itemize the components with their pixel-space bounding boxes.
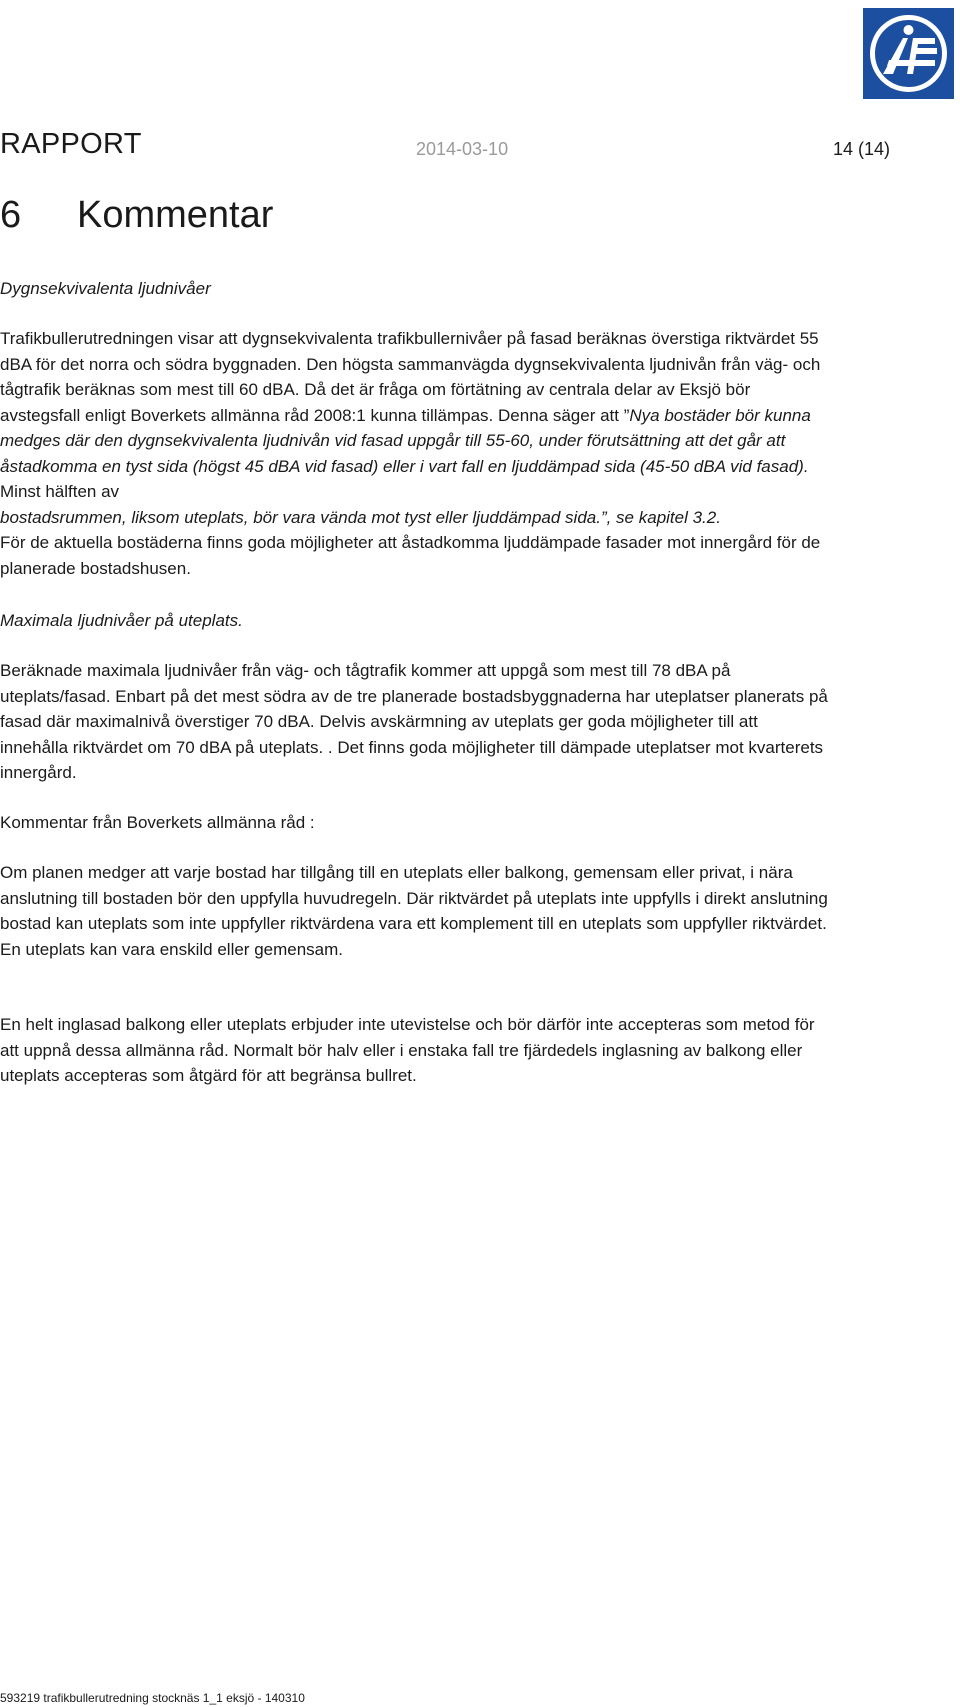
section-title: Kommentar [77,194,274,236]
subheading-kommentar-boverket: Kommentar från Boverkets allmänna råd : [0,813,315,832]
paragraph-uteplats-regel: Om planen medger att varje bostad har tillgång till en uteplats eller balkong, gemensam eller privat, i nära anslutning till bostaden bör den uppfylla huvudregeln. Där riktvärdet på uteplats inte uppfylls i direkt anslutning bostad kan uteplats som inte uppfyller riktvärdena vara ett komplement till en uteplats som uppfyller riktvärdet. En uteplats kan vara enskild eller gemensam. [0,863,828,959]
company-logo [863,8,954,99]
report-date: 2014-03-10 [416,139,509,159]
subheading-maximala: Maximala ljudnivåer på uteplats. [0,611,243,630]
paragraph-1-quote-1: Nya bostäder bör kunna medges där den dygnsekvivalenta ljudnivån vid fasad uppgår till 55-60, under förutsättning att det går att åstadkomma en tyst sida (högst 45 dBA vid fasad) eller i vart fall en ljuddämpad sida (45-50 dBA vid fasad). [0,405,811,476]
section-number: 6 [0,194,22,236]
paragraph-1-part-2: Minst hälften av [0,482,120,501]
report-header [0,128,960,168]
paragraph-inglasad-balkong: En helt inglasad balkong eller uteplats erbjuder inte utevistelse och bör därför inte accepteras som metod för att uppnå dessa allmänna råd. Normalt bör halv eller i enstaka fall tre fjärdedels inglasning av balkong eller uteplats accepteras som åtgärd för att begränsa bullret. [0,1015,815,1085]
subheading-dygnsekvivalenta: Dygnsekvivalenta ljudnivåer [0,279,211,298]
paragraph-1-quote-2: bostadsrummen, liksom uteplats, bör vara vända mot tyst eller ljuddämpad sida.”, se kapitel 3.2. [0,507,721,527]
logo-icon [863,8,954,99]
section-heading [0,194,273,237]
paragraph-1-part-1: Trafikbullerutredningen visar att dygnsekvivalenta trafikbullernivåer på fasad beräknas överstiga riktvärdet 55 dBA för det norra och södra byggnaden. Den högsta sammanvägda dygnsekvivalenta ljudnivån från väg- och tågtrafik beräknas som mest till 60 dBA. Då det är fråga om förtätning av centrala delar av Eksjö bör avstegsfall enligt Boverkets allmänna råd 2008:1 kunna tillämpas. Denna säger att ” [0,329,821,425]
paragraph-maximala: Beräknade maximala ljudnivåer från väg- och tågtrafik kommer att uppgå som mest till 78 dBA på uteplats/fasad. Enbart på det mest södra av de tre planerade bostadsbyggnaderna har uteplatser planerats på fasad där maximalnivå överstiger 70 dBA. Delvis avskärmning av uteplats ger goda möjligheter till att innehålla riktvärdet om 70 dBA på uteplats. . Det finns goda möjligheter till dämpade uteplatser mot kvarterets innergård. [0,661,828,782]
document-footer: 593219 trafikbullerutredning stocknäs 1_1 eksjö - 140310 [0,1691,305,1705]
paragraph-dygnsekvivalenta [0,326,830,581]
report-type-label: RAPPORT [0,128,142,160]
page-number: 14 (14) [833,139,891,159]
paragraph-1-part-3: För de aktuella bostäderna finns goda möjligheter att åstadkomma ljuddämpade fasader mot innergård för de planerade bostadshusen. [0,533,821,578]
